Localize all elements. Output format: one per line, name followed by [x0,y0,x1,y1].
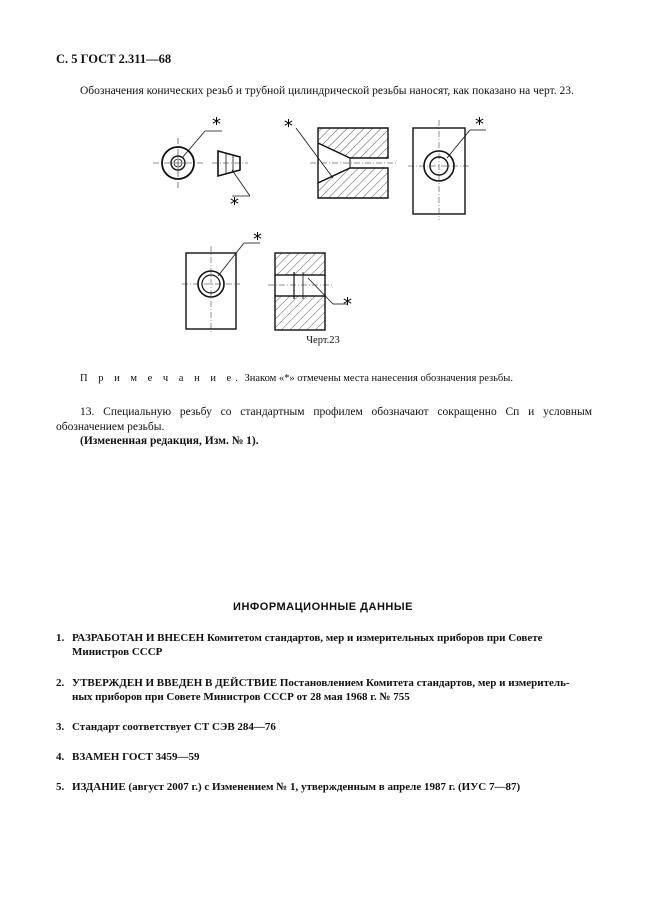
marker-asterisk: * [475,114,484,135]
info-item-text: РАЗРАБОТАН И ВНЕСЕН Комитетом стандартов, мер и измерительных приборов при Совете [72,632,543,644]
info-item-number: 5. [56,781,65,793]
info-item-number: 1. [56,632,65,644]
info-item [56,720,594,734]
info-item [56,780,594,794]
fig-cone-side-view [212,151,250,196]
info-item [56,631,594,659]
fig-pipe-section [268,253,348,330]
fig-rect-round-view [408,120,486,220]
fig-rect-pipe-view [182,243,260,334]
note-prefix: П р и м е ч а н и е. [80,373,242,384]
info-item-text: Стандарт соответствует СТ СЭВ 284—76 [72,721,276,733]
info-item-number: 3. [56,721,65,733]
note-text: Знаком «*» отмечены места нанесения обозначения резьбы. [241,373,513,384]
info-item [56,676,594,704]
info-title: ИНФОРМАЦИОННЫЕ ДАННЫЕ [233,601,413,613]
info-item [56,750,594,764]
marker-asterisk: * [284,116,293,137]
marker-asterisk: * [230,194,239,215]
paragraph-13: 13. Специальную резьбу со стандартным профилем обозначают сокращенно Сп и условным обозначением резьбы. [56,406,592,433]
marker-asterisk: * [343,294,352,315]
drawing-23 [0,110,646,335]
info-item-text: ИЗДАНИЕ (август 2007 г.) с Изменением № 1, утвержденным в апреле 1987 г. (ИУС 7—87) [72,781,521,793]
info-item-text: УТВЕРЖДЕН И ВВЕДЕН В ДЕЙСТВИЕ Постановлением Комитета стандартов, мер и измеритель- [72,677,570,689]
info-item-text: ВЗАМЕН ГОСТ 3459—59 [72,751,200,763]
info-item-text-cont: ных приборов при Совете Министров СССР от 28 мая 1968 г. № 755 [72,691,410,703]
edit-note: (Измененная редакция, Изм. № 1). [80,435,259,447]
note [80,373,513,384]
marker-asterisk: * [212,114,221,135]
figure-caption: Черт.23 [306,335,340,346]
marker-asterisk: * [253,229,262,250]
info-item-number: 2. [56,677,65,689]
info-item-number: 4. [56,751,65,763]
paragraph-conical-threads: Обозначения конических резьб и трубной цилиндрической резьбы наносят, как показано на черт. 23. [80,85,574,97]
fig-conical-section [296,128,396,198]
info-item-text-cont: Министров СССР [72,646,163,658]
page-header: С. 5 ГОСТ 2.311—68 [56,52,172,66]
fig-round-end-view [153,131,222,188]
